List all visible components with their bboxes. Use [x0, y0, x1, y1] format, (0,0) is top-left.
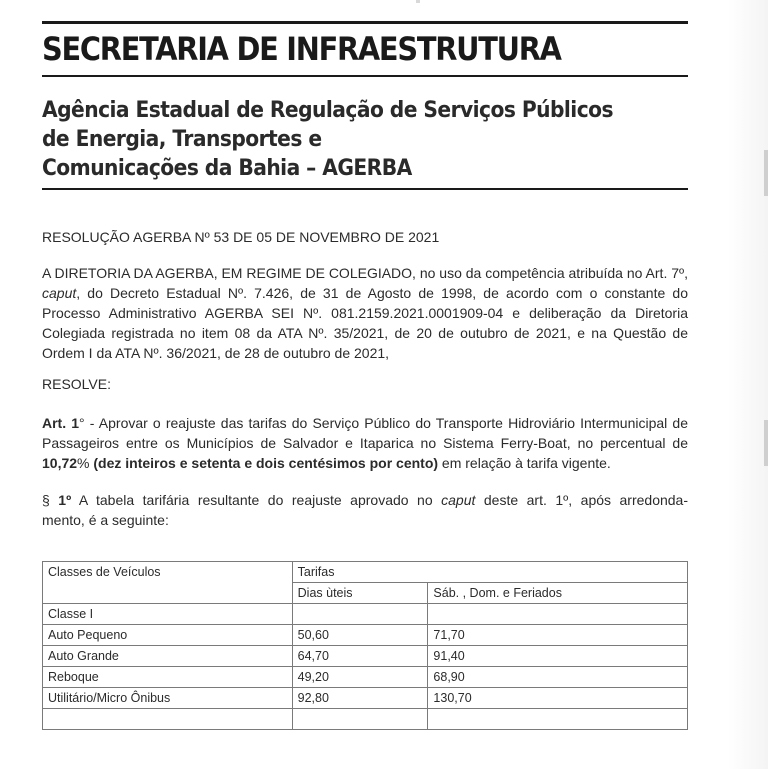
table-row [43, 667, 688, 688]
table-header-row [43, 562, 688, 583]
scan-mark [416, 0, 420, 3]
weekend-fare: 71,70 [428, 625, 688, 646]
art1-percent: 10,72 [42, 455, 78, 471]
par1-caput: caput [441, 492, 476, 508]
weekday-fare: 50,60 [292, 625, 428, 646]
page-edge-shadow [728, 0, 768, 769]
resolution-title: RESOLUÇÃO AGERBA Nº 53 DE 05 DE NOVEMBRO DE 2021 [42, 229, 440, 245]
paragraph-1-line-2: mento, é a seguinte: [42, 512, 169, 528]
section-rule [42, 75, 688, 77]
col-header-weekday: Dias ùteis [292, 583, 428, 604]
col-header-tarifas: Tarifas [292, 562, 687, 583]
weekend-fare: 130,70 [428, 688, 688, 709]
vehicle-class: Reboque [43, 667, 293, 688]
section-label: Classe I [43, 604, 293, 625]
agency-rule [42, 188, 688, 190]
paragraph-1-line-1 [42, 490, 688, 510]
weekend-fare: 91,40 [428, 646, 688, 667]
col-header-weekend: Sáb. , Dom. e Feriados [428, 583, 688, 604]
empty-cell [428, 709, 688, 730]
vehicle-class: Auto Pequeno [43, 625, 293, 646]
empty-cell [428, 604, 688, 625]
par1-label: 1º [58, 492, 72, 508]
art1-tail: em relação à tarifa vigente. [438, 455, 611, 471]
weekday-fare: 92,80 [292, 688, 428, 709]
intro-text-1: A DIRETORIA DA AGERBA, EM REGIME DE COLEGIADO, no uso da competência atribuída no Art. 7º, [42, 265, 689, 281]
par1-text: A tabela tarifária resultante do reajuste aprovado no [71, 492, 442, 508]
par1-text-2: deste art. 1º, após arredonda- [475, 492, 688, 508]
weekend-fare: 68,90 [428, 667, 688, 688]
resolve-label: RESOLVE: [42, 376, 111, 392]
table-section-row [43, 604, 688, 625]
agency-line-2: de Energia, Transportes e [42, 127, 322, 152]
table-row [43, 688, 688, 709]
top-rule [42, 21, 688, 24]
vehicle-class: Utilitário/Micro Ônibus [43, 688, 293, 709]
edge-mark [764, 150, 768, 196]
par1-sign: § [42, 492, 59, 508]
intro-text-2: , do Decreto Estadual Nº. 7.426, de 31 de Agosto de 1998, de acordo com o constante do Processo Administrativo AGERBA SEI Nº. 081.2159.2021.0001909-04 e deliberação da Diretoria Colegiada registrada no item 08 da ATA Nº. 35/2021, de 20 de outubro de 2021, e na Questão de Ordem I da ATA Nº. 36/2021, de 28 de outubro de 2021, [42, 285, 688, 361]
art1-label: Art. 1 [42, 415, 80, 431]
empty-cell [292, 709, 428, 730]
empty-cell [43, 709, 293, 730]
secretaria-title: SECRETARIA DE INFRAESTRUTURA [42, 30, 561, 68]
table-row [43, 646, 688, 667]
agency-line-3: Comunicações da Bahia – AGERBA [42, 156, 412, 181]
vehicle-class: Auto Grande [43, 646, 293, 667]
intro-caput: caput [42, 285, 77, 301]
agency-name [42, 96, 663, 183]
art1-percent-words: (dez inteiros e setenta e dois centésimos por cento) [93, 455, 439, 471]
empty-cell [292, 604, 428, 625]
tariff-table [42, 561, 688, 730]
art1-text: ° - Aprovar o reajuste das tarifas do Serviço Público do Transporte Hidroviário Intermunicipal de Passageiros entre os Municípios de Salvador e Itaparica no Sistema Ferry-Boat, no percentual de [42, 415, 688, 451]
weekday-fare: 64,70 [292, 646, 428, 667]
table-row [43, 625, 688, 646]
agency-line-1: Agência Estadual de Regulação de Serviços Públicos [42, 98, 613, 123]
col-header-classes: Classes de Veículos [43, 562, 293, 604]
weekday-fare: 49,20 [292, 667, 428, 688]
intro-paragraph [42, 263, 688, 363]
article-1 [42, 413, 688, 473]
table-empty-row [43, 709, 688, 730]
edge-mark [764, 420, 768, 466]
art1-percent-sign: % [77, 455, 94, 471]
